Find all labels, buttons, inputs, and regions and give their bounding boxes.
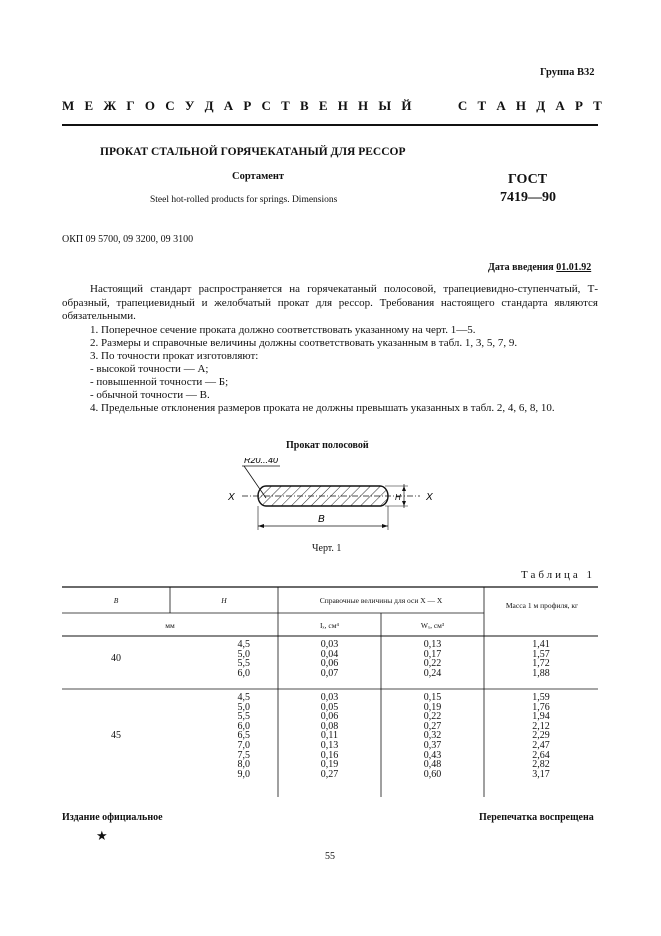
banner-letter: Р [243,98,252,113]
group-code: Группа В32 [540,67,595,78]
banner-letter: С [457,98,468,113]
table-header-h: H [221,596,227,605]
cell-wx: 0,48 [423,759,442,771]
banner-letter: Н [358,98,369,113]
cell-h: 5,0 [237,648,250,660]
cell-h: 4,5 [237,639,250,650]
table-header-b: B [113,596,119,605]
table-header-wx: Wₓ, см³ [420,621,445,630]
cell-ix: 0,27 [320,768,339,780]
cell-wx: 0,17 [423,648,442,660]
cell-h: 7,5 [237,749,250,761]
paragraph-3: 3. По точности прокат изготовляют: [90,350,259,362]
radius-label: R20...40 [244,458,279,465]
banner-letter: Г [126,98,135,113]
cell-h: 6,0 [237,720,250,732]
cell-mass: 2,82 [532,759,550,771]
banner-letter: У [184,98,195,113]
accuracy-item-a: - высокой точности — А; [90,363,209,375]
cell-wx: 0,15 [423,692,442,703]
dimension-h-label: H [395,493,401,502]
cell-h: 4,5 [237,692,250,703]
cell-h: 5,5 [237,711,250,723]
cell-mass: 2,29 [532,730,550,742]
cell-ix: 0,06 [320,658,339,670]
page-number: 55 [325,851,335,862]
gost-number: 7419—90 [500,190,556,205]
banner-letter: Е [318,98,328,113]
cell-ix: 0,05 [320,701,339,713]
paragraph-2: 2. Размеры и справочные величины должны соответствовать указанным в табл. 1, 3, 5, 7, 9. [90,337,518,349]
table-header-unit: мм [165,621,175,630]
cell-h: 8,0 [237,759,250,771]
banner-letter: С [261,98,271,113]
cell-wx: 0,37 [423,740,442,751]
dimension-b-label: B [318,514,325,525]
table-header-ix: Iₓ, см⁴ [319,621,340,630]
cell-wx: 0,60 [423,768,442,780]
cell-ix: 0,08 [320,720,339,732]
cell-ix: 0,19 [320,759,339,771]
banner-letter: С [165,98,175,113]
cell-mass: 1,88 [532,667,550,679]
cell-mass: 1,76 [532,701,550,713]
document-title: ПРОКАТ СТАЛЬНОЙ ГОРЯЧЕКАТАНЫЙ ДЛЯ РЕССОР [100,146,406,158]
gost-label: ГОСТ [508,172,548,187]
banner-letter: О [144,98,156,113]
banner-letter: А [496,98,506,113]
banner-letter: М [62,98,75,113]
banner-letter: Т [593,98,602,113]
document-subtitle: Сортамент [232,171,285,182]
banner-letter: Н [337,98,348,113]
cell-mass: 1,72 [532,658,550,670]
paragraph-1: 1. Поперечное сечение проката должно соответствовать указанному на черт. 1—5. [90,324,476,336]
cell-ix: 0,03 [320,639,339,650]
figure-title: Прокат полосовой [286,440,369,451]
banner-letter: Ы [378,98,392,113]
banner-letter: Е [84,98,94,113]
english-title: Steel hot-rolled products for springs. Dimensions [150,195,338,205]
banner-letter: Т [477,98,487,113]
okp-codes: ОКП 09 5700, 09 3200, 09 3100 [62,234,194,245]
cell-mass: 2,47 [532,740,550,751]
table-caption: Таблица 1 [521,569,596,581]
cell-ix: 0,11 [320,730,339,742]
cell-mass: 1,57 [532,648,550,660]
cell-mass: 3,17 [532,768,550,780]
cell-h: 6,0 [237,667,250,679]
footer-reprint-prohibited: Перепечатка воспрещена [479,812,594,823]
cell-h: 5,0 [237,701,250,713]
banner-letter: Д [204,98,214,113]
banner-letter: А [223,98,234,113]
cell-mass: 1,41 [532,639,550,650]
cell-h: 6,5 [237,730,250,742]
cell-wx: 0,24 [423,667,442,679]
cell-ix: 0,04 [320,648,339,660]
banner-letter: Д [536,98,546,113]
cell-h: 9,0 [237,768,250,780]
paragraph-4: 4. Предельные отклонения размеров проката не должны превышать указанных в табл. 2, 4, 6, 8, 10. [90,402,555,414]
banner-letter: В [299,98,309,113]
footer-official-edition: Издание официальное [62,812,163,823]
banner-letter: Ж [103,98,117,113]
cell-mass: 1,94 [532,711,550,723]
cell-h: 5,5 [237,658,250,670]
intro-date-label: Дата введения [488,262,554,273]
cell-wx: 0,22 [423,711,442,723]
cell-mass: 1,59 [532,692,550,703]
cell-h: 7,0 [237,740,250,751]
star-icon: ★ [96,828,108,843]
cell-ix: 0,13 [320,740,339,751]
table-header-reference: Справочные величины для оси X — X [319,596,443,605]
cell-ix: 0,06 [320,711,339,723]
cell-wx: 0,43 [423,749,442,761]
cell-ix: 0,03 [320,692,339,703]
banner-letter: А [555,98,565,113]
intro-paragraph: Настоящий стандарт распространяется на горячекатаный полосовой, трапециевидно-ступенчатый, Т-образный, трапециевидный и желобчатый прокат для рессор. Требования настоящего стандарта являются обязательными. [62,283,598,322]
cell-b: 40 [111,653,121,665]
cell-wx: 0,27 [423,720,442,732]
cell-mass: 2,12 [532,720,550,732]
axis-label-left: X [228,492,235,503]
cell-wx: 0,32 [423,730,442,742]
figure-caption: Черт. 1 [312,543,342,554]
banner-letter: Р [575,98,583,113]
cell-b: 45 [111,730,121,742]
accuracy-item-c: - обычной точности — В. [90,389,210,401]
cell-ix: 0,16 [320,749,339,761]
banner-letter: Н [515,98,527,113]
table-header-mass: Масса 1 м профиля, кг [505,601,579,610]
accuracy-item-b: - повышенной точности — Б; [90,376,229,388]
cell-ix: 0,07 [320,667,339,679]
axis-label-right: X [426,492,433,503]
banner-letter: Й [401,98,412,113]
cell-wx: 0,13 [423,639,442,650]
cell-wx: 0,22 [423,658,442,670]
cell-wx: 0,19 [423,701,442,713]
intro-date-value: 01.01.92 [556,262,592,273]
banner-letter: Т [281,98,290,113]
cell-mass: 2,64 [532,749,550,761]
